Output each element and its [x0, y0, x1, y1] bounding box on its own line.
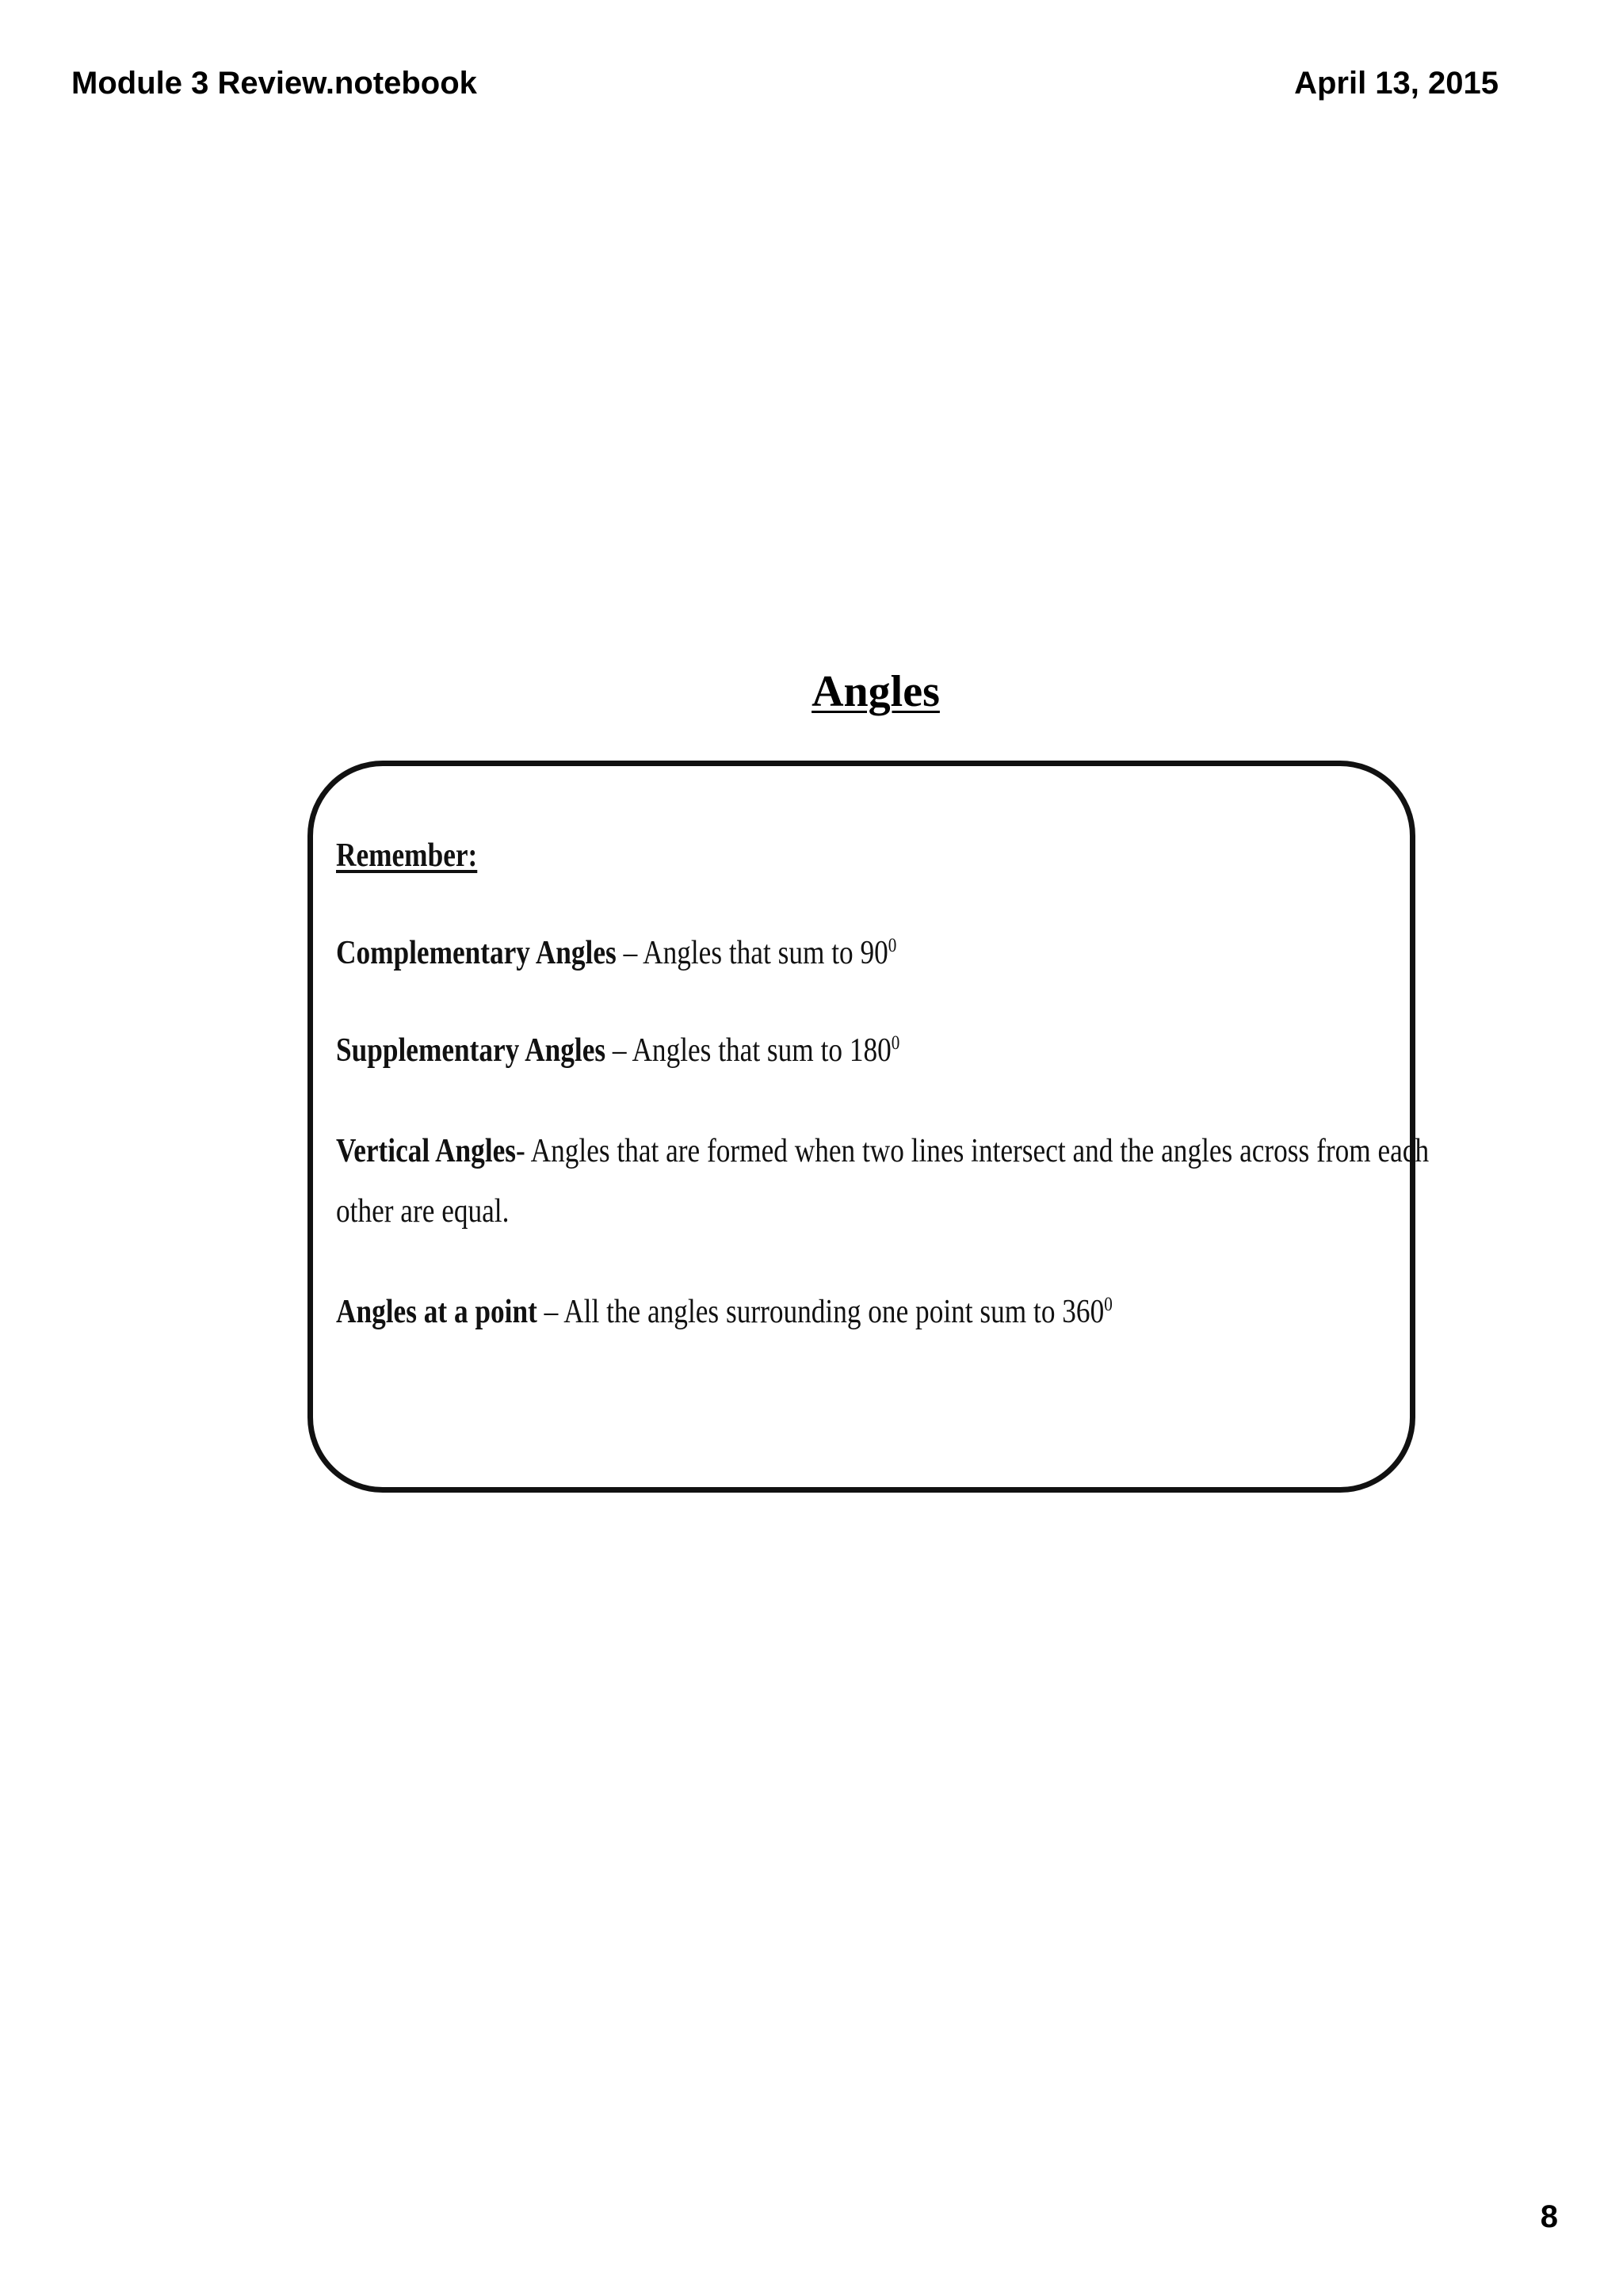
definition-text: Angles that sum to 90: [643, 935, 888, 971]
separator: –: [616, 935, 643, 971]
separator: –: [537, 1294, 564, 1330]
definition-text: Angles that sum to 180: [632, 1032, 892, 1069]
page-number: 8: [1540, 2199, 1558, 2234]
degree-superscript: 0: [888, 935, 897, 956]
separator: -: [516, 1133, 531, 1169]
definition-text: All the angles surrounding one point sum to 360: [563, 1294, 1105, 1330]
degree-superscript: 0: [891, 1032, 900, 1054]
definition-vertical-continuation: other are equal.: [336, 1193, 510, 1230]
term-complementary: Complementary Angles: [336, 935, 617, 971]
separator: –: [605, 1032, 632, 1069]
term-supplementary: Supplementary Angles: [336, 1032, 606, 1069]
document-date: April 13, 2015: [1294, 66, 1499, 101]
document-title: Module 3 Review.notebook: [71, 66, 477, 101]
definitions-content: [336, 832, 1438, 1336]
page-title: Angles: [812, 667, 940, 716]
definition-complementary: [336, 929, 1262, 977]
definition-angles-at-point: [336, 1288, 1262, 1336]
term-angles-at-point: Angles at a point: [336, 1294, 537, 1330]
remember-heading: Remember:: [336, 837, 478, 874]
degree-superscript: 0: [1104, 1294, 1113, 1315]
term-vertical: Vertical Angles: [336, 1133, 517, 1169]
definition-supplementary: [336, 1027, 1262, 1074]
definition-text: Angles that are formed when two lines intersect and the angles across from each: [530, 1133, 1430, 1169]
definition-vertical: [336, 1127, 1430, 1175]
